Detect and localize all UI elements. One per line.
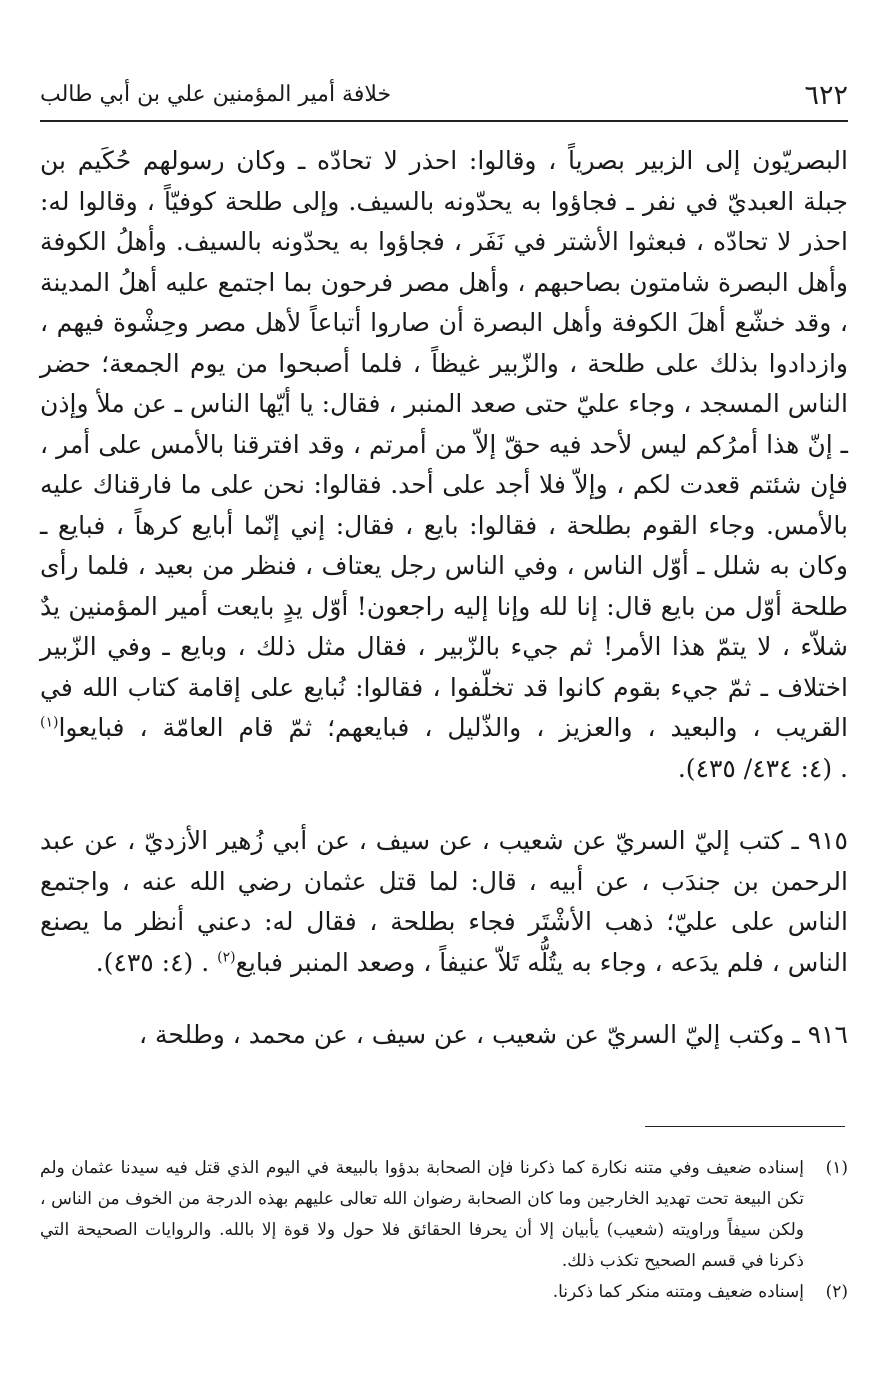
running-title: خلافة أمير المؤمنين علي بن أبي طالب	[40, 82, 392, 107]
source-reference: . (٤: ٤٣٤/ ٤٣٥).	[677, 753, 848, 783]
footnote-number: (١)	[825, 1158, 848, 1178]
paragraph-text: ٩١٦ ـ وكتب إليّ السريّ عن شعيب ، عن سيف ، عن محمد ، وطلحة ،	[139, 1020, 848, 1049]
paragraph	[40, 1015, 848, 1056]
paragraph-text: البصريّون إلى الزبير بصرياً ، وقالوا: احذر لا تحادّه ـ وكان رسولهم حُكَيم بن جبلة العبديّ في نفر ـ فجاؤوا به يحدّونه بالسيف. وإلى طلحة كوفيّاً ، وقالوا له: احذر لا تحادّه ، فبعثوا الأشتر في نَفَر ، فجاؤوا به يحدّونه بالسيف. وأهلُ الكوفة وأهل البصرة شامتون بصاحبهم ، وأهل مصر فرحون بما اجتمع عليه أهلُ المدينة ، وقد خشّع أهلَ الكوفة وأهل البصرة أن صاروا أتباعاً لأهل مصر وحِشْوة فيهم ، وازدادوا بذلك على طلحة ، والزّبير غيظاً ، فلما أصبحوا من يوم الجمعة؛ حضر الناس المسجد ، وجاء عليّ حتى صعد المنبر ، فقال: يا أيّها الناس ـ عن ملأ وإذن ـ إنّ هذا أمرُكم ليس لأحد فيه حقّ إلاّ من أمرتم ، وقد افترقنا بالأمس على أمر ، فإن شئتم قعدت لكم ، وإلاّ فلا أجد على أحد. فقالوا: نحن على ما فارقناك عليه بالأمس. وجاء القوم بطلحة ، فقالوا: بايع ، فقال: إني إنّما أبايع كرهاً ، فبايع ـ وكان به شلل ـ أوّل الناس ، وفي الناس رجل يعتاف ، فنظر من بعيد ، فلما رأى طلحة أوّل من بايع قال: إنا لله وإنا إليه راجعون! أوّل يدٍ بايعت أمير المؤمنين يدٌ شلاّء ، لا يتمّ هذا الأمر! ثم جيء بالزّبير ، فقال مثل ذلك ، وبايع ـ وفي الزّبير اختلاف ـ ثمّ جيء بقوم كانوا قد تخلّفوا ، فقالوا: نُبايع على إقامة كتاب الله في القريب ، والبعيد ، والعزيز ، والذّليل ، فبايعهم؛ ثمّ قام العامّة ، فبايعوا	[40, 146, 848, 742]
paragraph	[40, 141, 848, 789]
footnote	[40, 1153, 848, 1277]
paragraph-text: ٩١٥ ـ كتب إليّ السريّ عن شعيب ، عن سيف ، عن أبي زُهير الأزديّ ، عن عبد الرحمن بن جندَب ، عن أبيه ، قال: لما قتل عثمان رضي الله عنه ، واجتمع الناس على عليّ؛ ذهب الأشْتَر فجاء بطلحة ، فقال له: دعني أنظر ما يصنع الناس ، فلم يدَعه ، وجاء به يتُلُّه تَلاّ عنيفاً ، وصعد المنبر فبايع	[40, 826, 848, 977]
footnote-marker: (١)	[40, 714, 59, 731]
source-reference: . (٤: ٤٣٥).	[95, 947, 210, 977]
paragraph	[40, 821, 848, 983]
footnote-text: إسناده ضعيف وفي متنه نكارة كما ذكرنا فإن الصحابة بدؤوا بالبيعة في اليوم الذي قتل فيه سيدنا عثمان ولم تكن البيعة تحت تهديد الخارجين وما كان الصحابة رضوان الله تعالى عليهم بهذه الدرجة من الخوف من الناس ، ولكن سيفاً وراويته (شعيب) يأبيان إلا أن يحرفا الحقائق فلا حول ولا قوة إلا بالله. والروايات الصحيحة التي ذكرنا في قسم الصحيح تكذب ذلك.	[40, 1158, 804, 1271]
footnote-text: إسناده ضعيف ومتنه منكر كما ذكرنا.	[552, 1282, 804, 1302]
footnote-marker: (٢)	[217, 949, 236, 966]
footnote	[40, 1277, 848, 1308]
footnotes	[40, 1153, 848, 1308]
footnote-number: (٢)	[825, 1282, 848, 1302]
footnote-separator	[645, 1126, 845, 1127]
page-number: ٦٢٢	[804, 80, 848, 111]
page-header	[40, 74, 848, 122]
main-text	[40, 141, 848, 1056]
